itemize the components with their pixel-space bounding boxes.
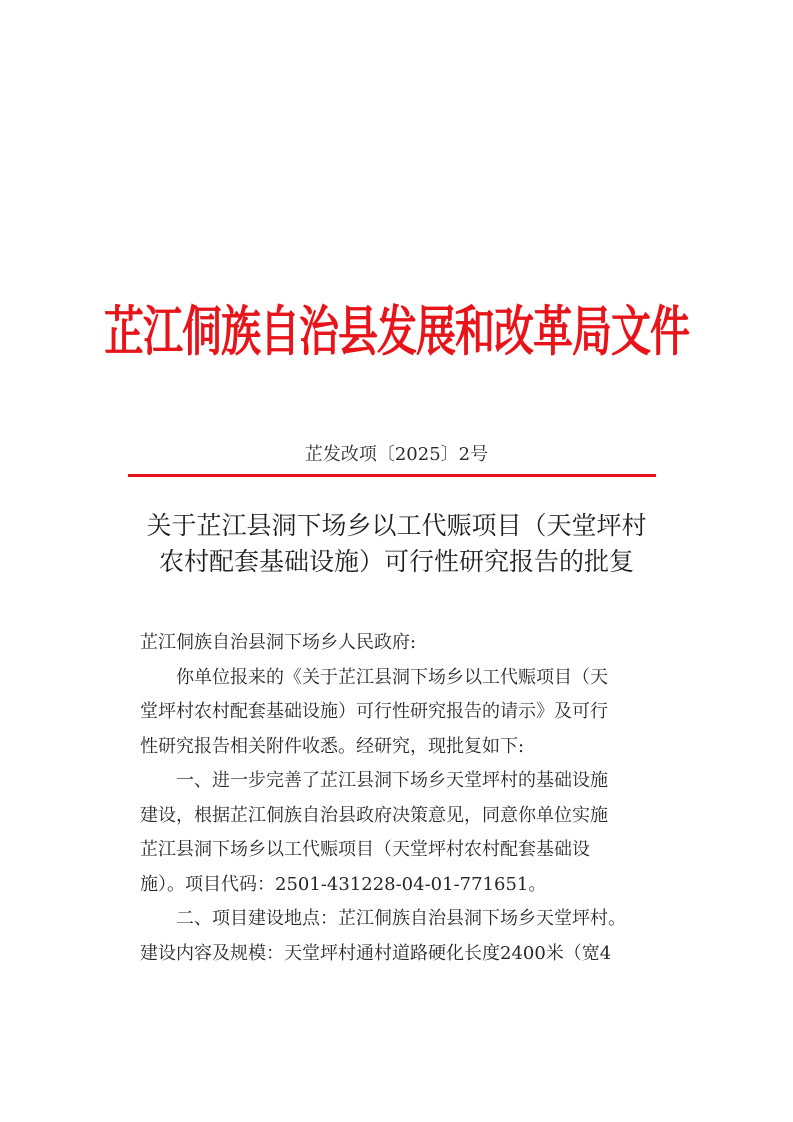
document-number: 芷发改项〔2025〕2号 <box>304 444 489 465</box>
body-line: 建设，根据芷江侗族自治县政府决策意见，同意你单位实施 <box>140 804 608 826</box>
salutation: 芷江侗族自治县洞下场乡人民政府: <box>140 632 417 653</box>
body-line: 性研究报告相关附件收悉。经研究，现批复如下: <box>140 735 525 757</box>
body-line: 施）。项目代码：2501-431228-04-01-771651。 <box>140 873 547 895</box>
title-line-2: 农村配套基础设施）可行性研究报告的批复 <box>158 547 634 576</box>
header-red-rule <box>128 474 656 477</box>
body-line: 一、进一步完善了芷江县洞下场乡天堂坪村的基础设施 <box>176 770 608 791</box>
issuer-header: 芷江侗族自治县发展和改革局文件 <box>104 301 689 364</box>
body-line: 你单位报来的《关于芷江县洞下场乡以工代赈项目（天 <box>176 666 608 688</box>
body-line: 堂坪村农村配套基础设施）可行性研究报告的请示》及可行 <box>140 701 608 722</box>
body-line: 芷江县洞下场乡以工代赈项目（天堂坪村农村配套基础设 <box>140 839 590 860</box>
document-title <box>80 508 713 580</box>
body-line: 建设内容及规模：天堂坪村通村道路硬化长度2400米（宽4 <box>140 942 612 964</box>
body-line: 二、项目建设地点：芷江侗族自治县洞下场乡天堂坪村。 <box>176 908 626 929</box>
title-line-1: 关于芷江县洞下场乡以工代赈项目（天堂坪村 <box>146 511 647 540</box>
document-body <box>140 626 660 971</box>
